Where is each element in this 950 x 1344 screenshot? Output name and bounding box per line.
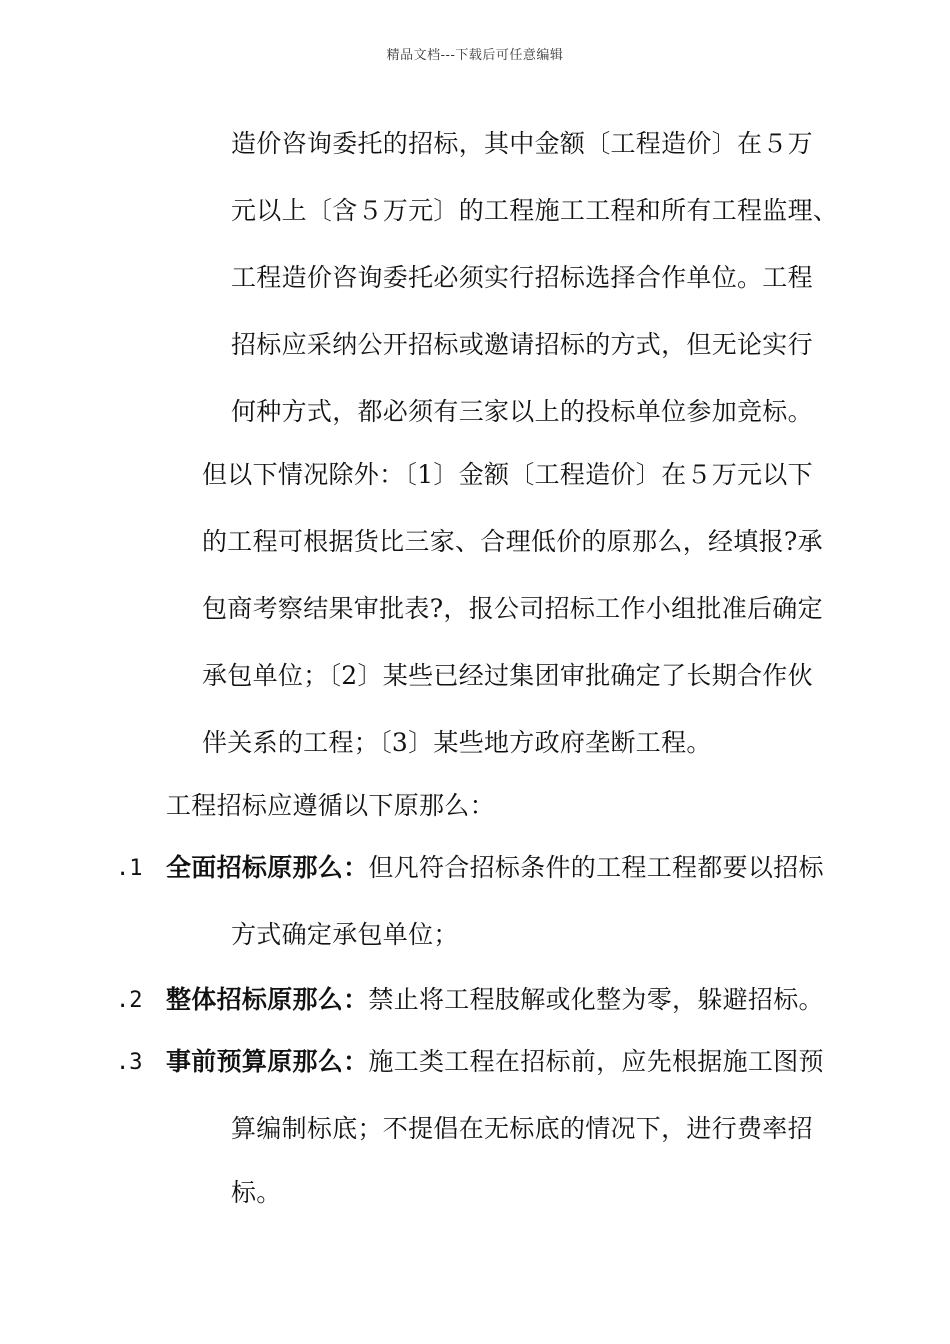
paragraph-line: 伴关系的工程；〔3〕某些地方政府垄断工程。 <box>202 728 712 757</box>
principle-item <box>166 852 824 884</box>
principle-title: 事前预算原那么： <box>166 1047 369 1076</box>
principle-continuation: 标。 <box>231 1178 282 1207</box>
principle-text: 施工类工程在招标前，应先根据施工图预 <box>368 1047 824 1076</box>
paragraph-line: 的工程可根据货比三家、合理低价的原那么，经填报?承 <box>202 527 823 556</box>
paragraph-line: 但以下情况除外：〔1〕金额〔工程造价〕在５万元以下 <box>202 460 813 489</box>
principle-text: 禁止将工程肢解或化整为零，躲避招标。 <box>368 985 824 1014</box>
principle-item <box>166 984 824 1016</box>
paragraph-line: 元以上〔含５万元〕的工程施工工程和所有工程监理、 <box>231 196 839 225</box>
principle-text: 但凡符合招标条件的工程工程都要以招标 <box>368 853 824 882</box>
paragraph-line: 造价咨询委托的招标，其中金额〔工程造价〕在５万 <box>231 129 813 158</box>
paragraph-line: 何种方式，都必须有三家以上的投标单位参加竞标。 <box>231 397 813 426</box>
item-number: .3 <box>116 1050 143 1075</box>
principle-continuation: 方式确定承包单位； <box>231 920 459 949</box>
page-header: 精品文档---下载后可任意编辑 <box>386 48 564 63</box>
paragraph-line: 承包单位；〔2〕某些已经过集团审批确定了长期合作伙 <box>202 661 813 690</box>
item-number: .1 <box>116 856 143 881</box>
principle-item <box>166 1046 824 1078</box>
item-number: .2 <box>116 988 143 1013</box>
principle-title: 整体招标原那么： <box>166 985 369 1014</box>
principle-continuation: 算编制标底；不提倡在无标底的情况下，进行费率招 <box>231 1114 813 1143</box>
principle-title: 全面招标原那么： <box>166 853 369 882</box>
paragraph-line: 工程造价咨询委托必须实行招标选择合作单位。工程 <box>231 263 813 292</box>
paragraph-line: 包商考察结果审批表?，报公司招标工作小组批准后确定 <box>202 594 823 623</box>
principles-intro: 工程招标应遵循以下原那么： <box>166 791 495 820</box>
paragraph-line: 招标应采纳公开招标或邀请招标的方式，但无论实行 <box>231 330 813 359</box>
